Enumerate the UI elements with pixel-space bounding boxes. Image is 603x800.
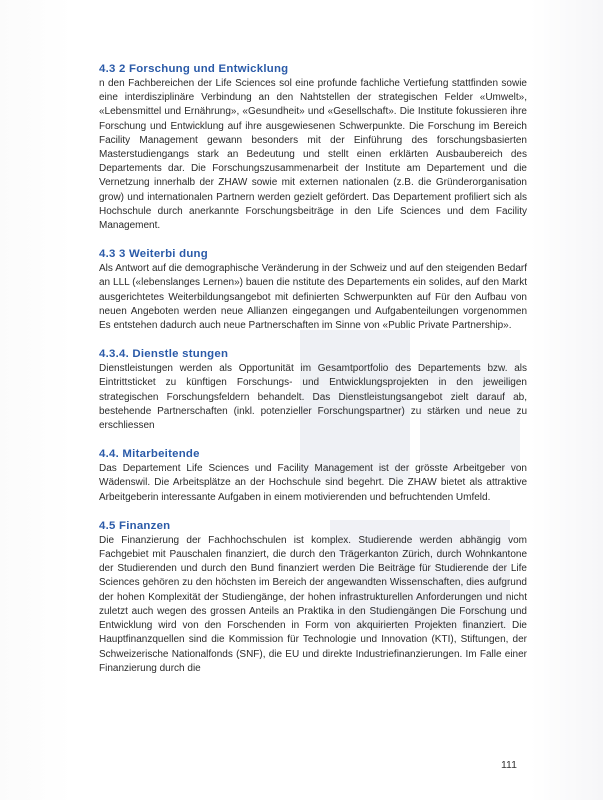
section-mitarbeitende — [99, 447, 527, 505]
section-weiterbildung — [99, 247, 527, 333]
section-heading: 4.3 2 Forschung und Entwicklung — [99, 63, 289, 75]
section-forschung — [99, 62, 527, 233]
section-heading: 4.4. Mitarbeitende — [99, 448, 200, 461]
section-heading: 4.5 Finanzen — [99, 519, 171, 532]
section-body: Als Antwort auf die demographische Veränderung in der Schweiz und auf den steigenden Bedarf an LLL («lebenslanges Lernen») bauen die nstitute des Departements ein solides, auf den Markt ausgerichtetes Weiterbildungsangebot mit definierten Schwerpunkten auf Für den Aufbau von neuen Angeboten werden neue Allianzen eingegangen und Aufgabenteilungen vorgenommen Es entstehen dadurch auch neue Partnerschaften im Sinne von «Public Private Partnership». — [99, 263, 527, 332]
section-body: Das Departement Life Sciences und Facility Management ist der grösste Arbeitgeber von Wädenswil. Die Arbeitsplätze an der Hochschule sind begehrt. Die ZHAW bietet als attraktive Arbeitgeberin interessante Aufgaben in einem motivierenden und befruchtenden Umfeld. — [99, 463, 527, 503]
section-finanzen — [99, 519, 527, 676]
page-number: 111 — [501, 759, 517, 771]
section-body: n den Fachbereichen der Life Sciences sol eine profunde fachliche Vertiefung stattfinden sowie eine interdisziplinäre Verbindung an den Nahtstellen der strategischen Felder «Umwelt», «Lebensmittel und Ernährung», «Gesundheit» und «Gesellschaft». Die Institute fokussieren ihre Forschung und Entwicklung auf ihre ausgewiesenen Schwerpunkte. Die Forschung im Bereich Facility Management gewann besonders mit der Einführung des forschungsbasierten Masterstudiengangs stark an Bedeutung und stellt einen erklärten Ausbaubereich des Departements dar. Die Forschungszusammenarbeit der Institute am Departement und die Vernetzung innerhalb der ZHAW sowie mit externen nationalen (z.B. die Gründerorganisation grow) und internationalen Partnern werden gezielt gefördert. Das Departement profiliert sich als Hochschule durch anerkannte Forschungsbeiträge in den Life Sciences und dem Facility Management. — [99, 78, 527, 232]
section-body: Dienstleistungen werden als Opportunität im Gesamtportfolio des Departements bzw. als Eintrittsticket zu künftigen Forschungs- und Entwicklungsprojekten in den jeweiligen strategischen Forschungsfeldern behandelt. Das Dienstleistungsangebot zielt darauf ab, bestehende Partnerschaften (inkl. potenzieller Forschungspartner) zu stärken und neue zu erschliessen — [99, 363, 527, 432]
main-text — [99, 62, 527, 690]
section-body: Die Finanzierung der Fachhochschulen ist komplex. Studierende werden abhängig vom Fachgebiet mit Pauschalen finanziert, die durch den Trägerkanton Zürich, durch Wohnkantone der Studierenden und durch den Bund finanziert werden Die Beiträge für Studierende der Life Sciences gehören zu den höchsten im Bereich der angewandten Wissenschaften, dies aufgrund der hohen Komplexität der Studiengänge, der hohen infrastrukturellen Anforderungen und nicht zuletzt auch wegen des grossen Anteils an Praktika in den Studiengängen Die Forschung und Entwicklung wird von den Forschenden in Form von akquirierten Projekten finanziert. Die Hauptfinanzquellen sind die Kommission für Technologie und Innovation (KTI), Stiftungen, der Schweizerische Nationalfonds (SNF), die EU und direkte Industriefinanzierungen. Im Falle einer Finanzierung durch die — [99, 534, 527, 674]
section-dienstleistungen — [99, 347, 527, 433]
section-heading: 4.3.4. Dienstle stungen — [99, 348, 229, 361]
section-heading: 4.3 3 Weiterbi dung — [99, 248, 208, 261]
